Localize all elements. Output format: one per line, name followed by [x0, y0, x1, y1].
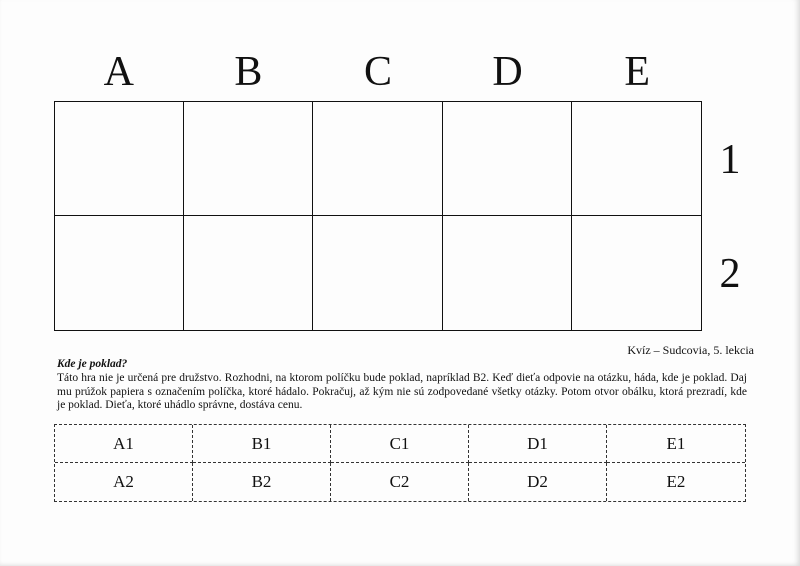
card-c1: C1	[331, 425, 469, 463]
grid-cell-b1	[184, 102, 313, 216]
grid-cell-a2	[55, 216, 184, 330]
card-a2: A2	[55, 463, 193, 501]
card-e2: E2	[666, 472, 686, 491]
grid-cell-d1	[443, 102, 572, 216]
grid-cell-e1	[572, 102, 701, 216]
instructions-heading: Kde je poklad?	[57, 358, 128, 370]
card-c2: C2	[331, 463, 469, 501]
row-number-2: 2	[719, 251, 741, 297]
column-letter-e: E	[624, 49, 650, 95]
grid-cell-c2	[313, 216, 442, 330]
column-letter-d: D	[492, 49, 523, 95]
row-number-1: 1	[719, 137, 741, 183]
column-letter-c: C	[363, 49, 392, 95]
column-letter-b: B	[234, 49, 263, 95]
card-d1: D1	[469, 425, 607, 463]
card-e1: E1	[607, 425, 745, 463]
card-b1: B1	[193, 425, 331, 463]
grid-cell-a1	[55, 102, 184, 216]
grid-cell-e2	[572, 216, 701, 330]
lesson-credit: Kvíz – Sudcovia, 5. lekcia	[627, 343, 754, 357]
cut-out-cards	[54, 424, 746, 502]
grid-cell-d2	[443, 216, 572, 330]
card-b2: B2	[193, 463, 331, 501]
treasure-grid	[54, 101, 702, 331]
grid-cell-b2	[184, 216, 313, 330]
instructions-text: Táto hra nie je určená pre družstvo. Rozhodni, na ktorom políčku bude poklad, napríklad B2. Keď dieťa odpovie na otázku, háda, kde je poklad. Daj mu prúžok papiera s označením políčka, ktoré hádalo. Pokračuj, až kým nie sú zodpovedané všetky otázky. Potom otvor obálku, ktorá prezradí, kde je poklad. Dieťa, ktoré uhádlo správne, dostáva cenu.	[57, 372, 747, 411]
card-d2: D2	[469, 463, 607, 501]
grid-cell-c1	[313, 102, 442, 216]
card-a1: A1	[55, 425, 193, 463]
column-letter-a: A	[103, 49, 134, 95]
column-letters	[54, 46, 702, 98]
